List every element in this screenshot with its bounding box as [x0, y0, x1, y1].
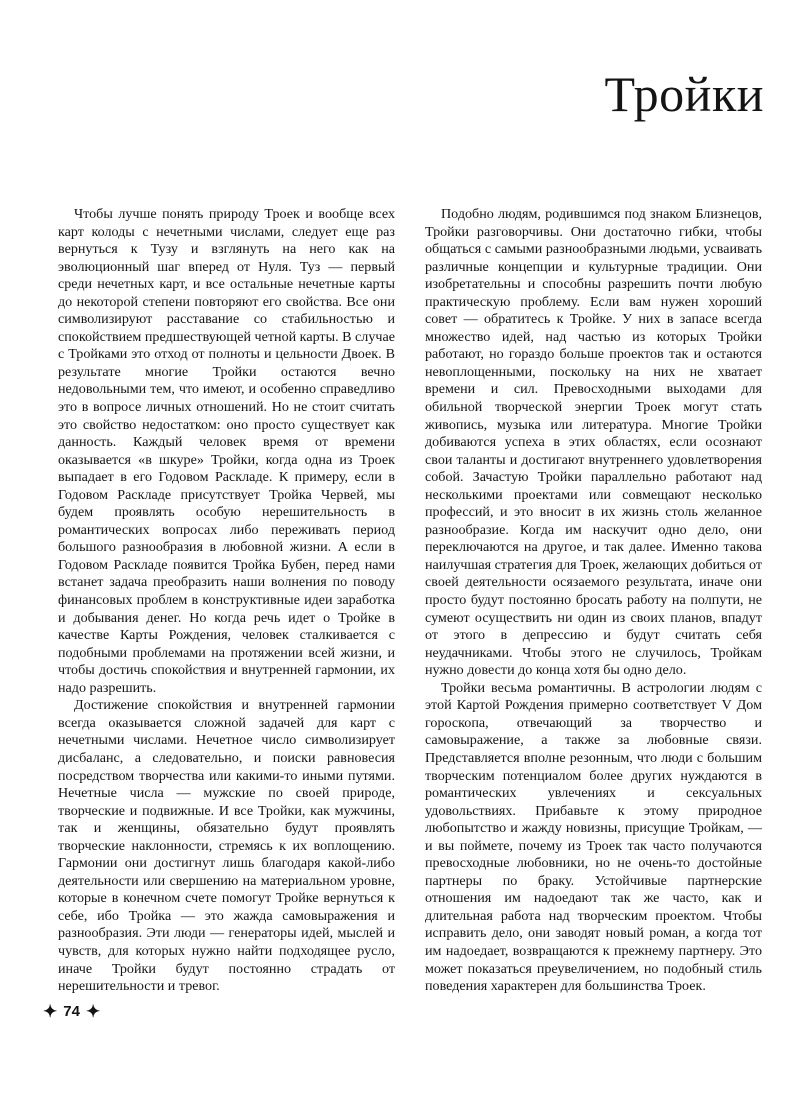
right-text-column — [425, 206, 762, 996]
left-text-column — [58, 206, 395, 996]
paragraph: Подобно людям, родившимся под знаком Близнецов, Тройки разговорчивы. Они достаточно гибки, чтобы общаться с самыми разнообразными людьми, усваивать различные концепции и культурные традиции. Они изобретательны и способны разрешить почти любую практическую проблему. Если вам нужен хороший совет — обратитесь к Тройке. У них в запасе всегда множество идей, над частью из которых Тройки работают, но гораздо больше проектов так и остаются невоплощенными, поскольку на них не хватает времени и сил. Превосходными выходами для обильной творческой энергии Троек могут стать живопись, музыка или литература. Многие Тройки добиваются успеха в этих областях, если осознают свои таланты и достигают внутреннего удовлетворения собой. Зачастую Тройки параллельно работают над несколькими проектами или совмещают несколько профессий, и это вносит в их жизнь столь желанное разнообразие. Когда им наскучит одно дело, они переключаются на другое, и так далее. Именно такова наилучшая стратегия для Троек, желающих добиться от своей деятельности осязаемого результата, иначе они просто будут постоянно бросать работу на полпути, не сумеют осуществить ни один из своих планов, впадут от этого в депрессию и будут считать себя неудачниками. Чтобы этого не случилось, Тройкам нужно довести до конца хотя бы одно дело. — [425, 206, 762, 679]
page-footer — [43, 1000, 100, 1024]
page-title: Тройки — [604, 66, 764, 122]
paragraph: Достижение спокойствия и внутренней гармонии всегда оказывается сложной задачей для карт с нечетными числами. Нечетное число символизирует дисбаланс, а следовательно, и поиски равновесия посредством творчества или какими-то иными путями. Нечетные числа — мужские по своей природе, творческие и подвижные. И все Тройки, как мужчины, так и женщины, обязательно будут проявлять творческие наклонности, стремясь к их воплощению. Гармонии они достигнут лишь благодаря какой-либо деятельности или свершению на материальном уровне, которые в конечном счете помогут Тройке вернуться к себе, ибо Тройка — это жажда самовыражения и разнообразия. Эти люди — генераторы идей, мыслей и чувств, для которых нужно найти подходящее русло, иначе Тройки будут постоянно страдать от нерешительности и тревог. — [58, 697, 395, 995]
page-number: 74 — [63, 1003, 80, 1020]
paragraph: Тройки весьма романтичны. В астрологии людям с этой Картой Рождения примерно соответствует V Дом гороскопа, отвечающий за творчество и самовыражение, а также за любовные связи. Представляется вполне резонным, что люди с большим творческим потенциалом более других нуждаются в романтических увлечениях и сексуальных удовольствиях. Прибавьте к этому природное любопытство и жажду новизны, присущие Тройкам, — и вы поймете, почему из Троек так часто получаются превосходные любовники, но не очень-то достойные партнеры по браку. Устойчивые партнерские отношения им надоедают так же часто, как и длительная работа над творческим проектом. Чтобы исправить дело, они заводят новый роман, а когда тот им надоедает, возвращаются к прежнему партнеру. Это может показаться преувеличением, но подобный стиль поведения характерен для большинства Троек. — [425, 679, 762, 995]
star-ornament-icon: ✦ — [85, 1002, 101, 1021]
star-ornament-icon: ✦ — [43, 1002, 58, 1021]
paragraph: Чтобы лучше понять природу Троек и вообще всех карт колоды с нечетными числами, следует еще раз вернуться к Тузу и взглянуть на него как на эволюционный шаг вперед от Нуля. Туз — первый среди нечетных карт, и все остальные нечетные карты до некоторой степени повторяют его свойства. Все они символизируют расставание со стабильностью и спокойствием предшествующей четной карты. В случае с Тройками это отход от полноты и цельности Двоек. В результате многие Тройки остаются вечно недовольными тем, что имеют, и особенно справедливо это в вопросе личных отношений. Но не стоит считать это свойство недостатком: оно просто существует как данность. Каждый человек время от времени оказывается «в шкуре» Тройки, когда одна из Троек выпадает в его Годовом Раскладе. К примеру, если в Годовом Раскладе присутствует Тройка Червей, мы будем проявлять особую нерешительность в романтических вопросах либо переживать период большого разнообразия в любовной жизни. А если в Годовом Раскладе появится Тройка Бубен, перед нами встанет задача преобразить наши волнения по поводу финансовых проблем в конструктивные идеи заработка и добывания денег. Но когда речь идет о Тройке в качестве Карты Рождения, человек сталкивается с подобными проблемами на протяжении всей жизни, и чтобы достичь спокойствия и внутренней гармонии, их надо разрешить. — [58, 206, 395, 696]
